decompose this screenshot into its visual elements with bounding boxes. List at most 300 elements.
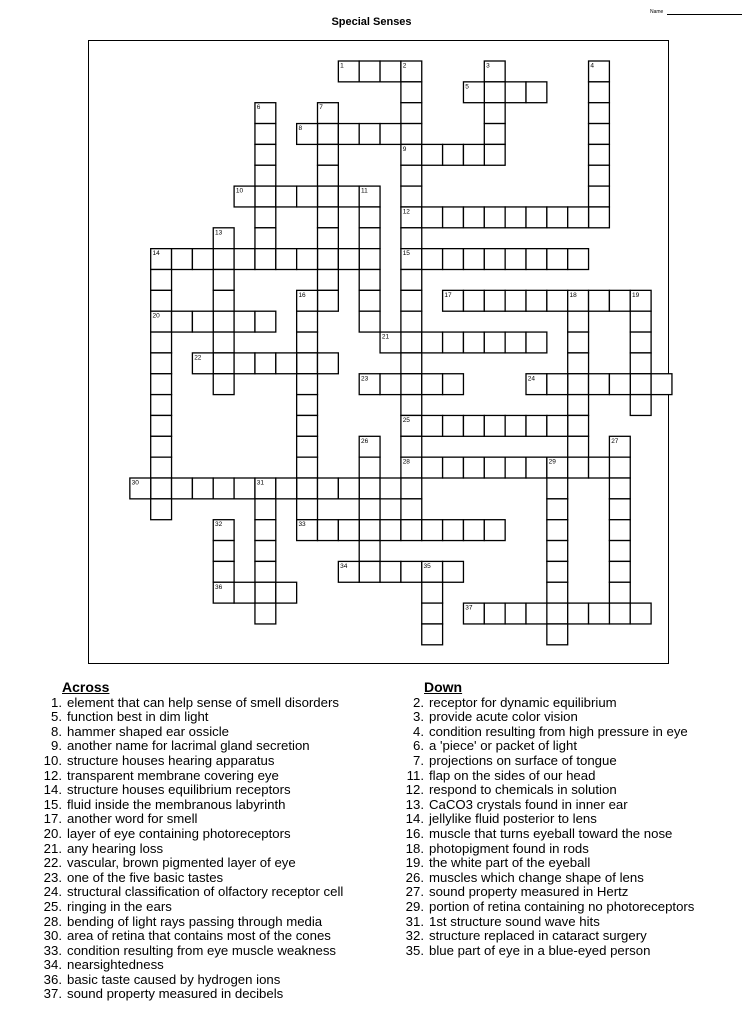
crossword-cell[interactable] [297, 478, 318, 499]
crossword-cell[interactable] [484, 103, 505, 124]
crossword-cell[interactable] [547, 374, 568, 395]
crossword-cell[interactable] [234, 582, 255, 603]
crossword-cell[interactable] [318, 124, 339, 145]
crossword-cell[interactable] [151, 395, 172, 416]
crossword-cell[interactable] [172, 311, 193, 332]
crossword-cell[interactable] [255, 165, 276, 186]
cell-number: 20 [152, 312, 160, 320]
crossword-cell[interactable] [609, 561, 630, 582]
clue-text: any hearing loss [67, 840, 164, 856]
crossword-cell[interactable] [151, 290, 172, 311]
crossword-cell[interactable] [297, 415, 318, 436]
crossword-cell[interactable] [526, 415, 547, 436]
crossword-cell[interactable] [401, 436, 422, 457]
clue-number: 31. [405, 913, 424, 929]
crossword-cell[interactable] [359, 124, 380, 145]
crossword-cell[interactable] [297, 186, 318, 207]
crossword-cell[interactable] [589, 144, 610, 165]
crossword-cell[interactable] [630, 395, 651, 416]
crossword-cell[interactable] [255, 207, 276, 228]
crossword-cell[interactable] [484, 207, 505, 228]
crossword-cell[interactable] [213, 478, 234, 499]
crossword-cell[interactable] [318, 228, 339, 249]
crossword-cell[interactable] [422, 457, 443, 478]
across-clue [31, 769, 376, 784]
crossword-cell[interactable] [484, 249, 505, 270]
crossword-cell[interactable] [463, 332, 484, 353]
crossword-cell[interactable] [568, 207, 589, 228]
clue-number: 12. [43, 767, 62, 783]
crossword-cell[interactable] [401, 270, 422, 291]
clue-number: 37. [43, 986, 62, 1002]
crossword-cell[interactable] [255, 124, 276, 145]
cell-number: 35 [423, 562, 431, 570]
crossword-cell[interactable] [401, 499, 422, 520]
clue-text: bending of light rays passing through media [67, 913, 323, 929]
crossword-cell[interactable] [401, 520, 422, 541]
cell-number: 22 [194, 354, 202, 362]
crossword-cell[interactable] [401, 165, 422, 186]
crossword-cell[interactable] [213, 541, 234, 562]
crossword-cell[interactable] [484, 603, 505, 624]
crossword-cell[interactable] [401, 332, 422, 353]
crossword-cell[interactable] [213, 353, 234, 374]
crossword-cell[interactable] [609, 457, 630, 478]
clue-text: structure houses hearing apparatus [67, 752, 275, 768]
crossword-cell[interactable] [484, 124, 505, 145]
crossword-cell[interactable] [297, 457, 318, 478]
crossword-cell[interactable] [630, 311, 651, 332]
crossword-cell[interactable] [463, 249, 484, 270]
clue-number: 5. [51, 709, 62, 725]
crossword-cell[interactable] [505, 290, 526, 311]
crossword-cell[interactable] [255, 582, 276, 603]
crossword-cell[interactable] [359, 249, 380, 270]
clue-text: muscle that turns eyeball toward the nose [429, 825, 673, 841]
crossword-cell[interactable] [568, 457, 589, 478]
crossword-cell[interactable] [484, 332, 505, 353]
crossword-cell[interactable] [151, 436, 172, 457]
clue-text: sound property measured in decibels [67, 986, 284, 1002]
crossword-cell[interactable] [213, 249, 234, 270]
crossword-cell[interactable] [463, 520, 484, 541]
clue-number: 27. [405, 884, 424, 900]
crossword-cell[interactable] [359, 270, 380, 291]
crossword-cell[interactable] [463, 207, 484, 228]
crossword-cell[interactable] [568, 603, 589, 624]
crossword-cell[interactable] [609, 541, 630, 562]
cell-number: 14 [152, 250, 160, 258]
crossword-cell[interactable] [213, 311, 234, 332]
crossword-cell[interactable] [589, 103, 610, 124]
crossword-cell[interactable] [192, 311, 213, 332]
across-clue [31, 885, 376, 900]
crossword-cell[interactable] [484, 415, 505, 436]
clue-text: hammer shaped ear ossicle [67, 723, 229, 739]
down-list [393, 696, 733, 959]
crossword-cell[interactable] [172, 478, 193, 499]
crossword-cell[interactable] [526, 332, 547, 353]
crossword-cell[interactable] [359, 561, 380, 582]
crossword-cell[interactable] [297, 436, 318, 457]
crossword-cell[interactable] [151, 499, 172, 520]
crossword-cell[interactable] [443, 561, 464, 582]
crossword-cell[interactable] [630, 353, 651, 374]
crossword-cell[interactable] [401, 103, 422, 124]
crossword-cell[interactable] [484, 82, 505, 103]
crossword-cell[interactable] [589, 457, 610, 478]
crossword-cell[interactable] [589, 290, 610, 311]
crossword-cell[interactable] [568, 353, 589, 374]
crossword-cell[interactable] [276, 582, 297, 603]
crossword-cell[interactable] [318, 165, 339, 186]
crossword-cell[interactable] [338, 124, 359, 145]
crossword-cell[interactable] [401, 478, 422, 499]
crossword-cell[interactable] [463, 290, 484, 311]
crossword-cell[interactable] [568, 436, 589, 457]
crossword-cell[interactable] [443, 144, 464, 165]
cell-number: 15 [402, 250, 410, 258]
crossword-cell[interactable] [255, 228, 276, 249]
clue-number: 26. [405, 869, 424, 885]
crossword-cell[interactable] [547, 541, 568, 562]
crossword-cell[interactable] [255, 311, 276, 332]
crossword-cell[interactable] [505, 207, 526, 228]
crossword-cell[interactable] [359, 290, 380, 311]
crossword-cell[interactable] [338, 186, 359, 207]
crossword-cell[interactable] [318, 478, 339, 499]
crossword-cell[interactable] [484, 144, 505, 165]
crossword-cell[interactable] [568, 415, 589, 436]
crossword-cell[interactable] [609, 478, 630, 499]
crossword-cell[interactable] [589, 165, 610, 186]
crossword-cell[interactable] [401, 395, 422, 416]
crossword-cell[interactable] [234, 478, 255, 499]
crossword-cell[interactable] [526, 457, 547, 478]
crossword-cell[interactable] [380, 520, 401, 541]
crossword-cell[interactable] [338, 478, 359, 499]
across-clue [31, 754, 376, 769]
crossword-cell[interactable] [380, 478, 401, 499]
crossword-cell[interactable] [255, 186, 276, 207]
clue-text: condition resulting from high pressure in eye [429, 723, 688, 739]
down-clue [393, 783, 733, 798]
across-clue [31, 827, 376, 842]
crossword-cell[interactable] [297, 353, 318, 374]
crossword-cell[interactable] [401, 290, 422, 311]
crossword-cell[interactable] [568, 374, 589, 395]
crossword-cell[interactable] [359, 207, 380, 228]
clue-text: vascular, brown pigmented layer of eye [67, 855, 296, 871]
crossword-cell[interactable] [609, 520, 630, 541]
crossword-cell[interactable] [568, 332, 589, 353]
crossword-cell[interactable] [401, 311, 422, 332]
crossword-cell[interactable] [589, 374, 610, 395]
cell-number: 4 [590, 62, 594, 70]
crossword-cell[interactable] [443, 415, 464, 436]
down-clue [393, 915, 733, 930]
crossword-cell[interactable] [422, 249, 443, 270]
crossword-cell[interactable] [547, 207, 568, 228]
down-clue [393, 900, 733, 915]
down-clue [393, 754, 733, 769]
crossword-cell[interactable] [505, 332, 526, 353]
crossword-cell[interactable] [463, 457, 484, 478]
crossword-cell[interactable] [401, 124, 422, 145]
crossword-cell[interactable] [589, 82, 610, 103]
crossword-cell[interactable] [589, 186, 610, 207]
crossword-cell[interactable] [151, 374, 172, 395]
clue-text: CaCO3 crystals found in inner ear [429, 796, 628, 812]
crossword-cell[interactable] [213, 332, 234, 353]
clue-text: condition resulting from eye muscle weakness [67, 942, 337, 958]
crossword-cell[interactable] [380, 374, 401, 395]
crossword-cell[interactable] [318, 249, 339, 270]
crossword-cell[interactable] [255, 249, 276, 270]
crossword-cell[interactable] [526, 207, 547, 228]
crossword-cell[interactable] [401, 561, 422, 582]
crossword-cell[interactable] [401, 228, 422, 249]
across-clue [31, 798, 376, 813]
crossword-cell[interactable] [422, 374, 443, 395]
crossword-cell[interactable] [151, 457, 172, 478]
crossword-cell[interactable] [255, 541, 276, 562]
crossword-cell[interactable] [422, 144, 443, 165]
clue-text: layer of eye containing photoreceptors [67, 825, 291, 841]
crossword-cell[interactable] [359, 61, 380, 82]
cell-number: 32 [215, 521, 223, 529]
crossword-cell[interactable] [609, 499, 630, 520]
down-clue [393, 769, 733, 784]
crossword-cell[interactable] [213, 561, 234, 582]
crossword-cell[interactable] [359, 499, 380, 520]
crossword-cell[interactable] [568, 249, 589, 270]
crossword-cell[interactable] [255, 520, 276, 541]
cell-number: 34 [340, 562, 348, 570]
crossword-cell[interactable] [463, 415, 484, 436]
crossword-cell[interactable] [359, 478, 380, 499]
crossword-cell[interactable] [547, 478, 568, 499]
crossword-cell[interactable] [234, 249, 255, 270]
crossword-cell[interactable] [255, 353, 276, 374]
clue-number: 6. [413, 738, 424, 754]
crossword-cell[interactable] [151, 415, 172, 436]
cell-number: 8 [298, 125, 303, 133]
clue-number: 9. [51, 738, 62, 754]
crossword-cell[interactable] [422, 603, 443, 624]
crossword-cell[interactable] [318, 144, 339, 165]
crossword-cell[interactable] [359, 457, 380, 478]
crossword-cell[interactable] [255, 561, 276, 582]
crossword-cell[interactable] [526, 82, 547, 103]
clue-text: transparent membrane covering eye [67, 767, 279, 783]
crossword-cell[interactable] [297, 374, 318, 395]
crossword-cell[interactable] [297, 249, 318, 270]
clue-number: 13. [405, 796, 424, 812]
crossword-cell[interactable] [443, 457, 464, 478]
clue-text: the white part of the eyeball [429, 855, 591, 871]
crossword-cell[interactable] [443, 332, 464, 353]
cell-number: 36 [215, 583, 223, 591]
crossword-cell[interactable] [547, 582, 568, 603]
crossword-cell[interactable] [422, 582, 443, 603]
crossword-cell[interactable] [338, 520, 359, 541]
crossword-cell[interactable] [484, 520, 505, 541]
crossword-cell[interactable] [589, 207, 610, 228]
crossword-cell[interactable] [192, 249, 213, 270]
clue-number: 21. [43, 840, 62, 856]
down-clue [393, 842, 733, 857]
crossword-cell[interactable] [568, 311, 589, 332]
clue-number: 25. [43, 898, 62, 914]
across-clue [31, 842, 376, 857]
crossword-cell[interactable] [318, 270, 339, 291]
crossword-cell[interactable] [318, 520, 339, 541]
crossword-cell[interactable] [443, 520, 464, 541]
crossword-cell[interactable] [234, 353, 255, 374]
crossword-cell[interactable] [609, 603, 630, 624]
crossword-cell[interactable] [297, 311, 318, 332]
crossword-cell[interactable] [630, 332, 651, 353]
crossword-cell[interactable] [547, 290, 568, 311]
crossword-cell[interactable] [213, 290, 234, 311]
down-clue [393, 739, 733, 754]
crossword-cell[interactable] [609, 290, 630, 311]
crossword-cell[interactable] [234, 311, 255, 332]
crossword-cell[interactable] [505, 457, 526, 478]
crossword-cell[interactable] [589, 124, 610, 145]
cell-number: 21 [381, 333, 390, 341]
crossword-cell[interactable] [380, 124, 401, 145]
crossword-cell[interactable] [380, 561, 401, 582]
crossword-cell[interactable] [547, 499, 568, 520]
crossword-cell[interactable] [380, 61, 401, 82]
crossword-cell[interactable] [276, 186, 297, 207]
clue-text: function best in dim light [67, 709, 209, 725]
crossword-cell[interactable] [422, 332, 443, 353]
clue-text: another word for smell [67, 811, 198, 827]
crossword-cell[interactable] [151, 478, 172, 499]
across-clue [31, 856, 376, 871]
crossword-cell[interactable] [547, 624, 568, 645]
crossword-cell[interactable] [151, 332, 172, 353]
crossword-cell[interactable] [192, 478, 213, 499]
crossword-cell[interactable] [276, 249, 297, 270]
crossword-cell[interactable] [359, 520, 380, 541]
crossword-cell[interactable] [318, 290, 339, 311]
cell-number: 2 [402, 62, 407, 70]
crossword-cell[interactable] [547, 603, 568, 624]
crossword-cell[interactable] [630, 603, 651, 624]
crossword-cell[interactable] [589, 603, 610, 624]
across-clue [31, 973, 376, 988]
across-clue [31, 915, 376, 930]
crossword-cell[interactable] [213, 374, 234, 395]
cell-number: 12 [402, 208, 410, 216]
clue-text: respond to chemicals in solution [429, 782, 617, 798]
crossword-cell[interactable] [484, 290, 505, 311]
clue-number: 18. [405, 840, 424, 856]
crossword-cell[interactable] [568, 395, 589, 416]
crossword-cell[interactable] [318, 353, 339, 374]
crossword-cell[interactable] [505, 415, 526, 436]
crossword-cell[interactable] [401, 353, 422, 374]
crossword-cell[interactable] [151, 353, 172, 374]
crossword-cell[interactable] [609, 582, 630, 603]
crossword-cell[interactable] [422, 415, 443, 436]
crossword-cell[interactable] [505, 603, 526, 624]
crossword-cell[interactable] [526, 290, 547, 311]
clue-number: 15. [43, 796, 62, 812]
crossword-cell[interactable] [401, 374, 422, 395]
crossword-cell[interactable] [401, 186, 422, 207]
crossword-cell[interactable] [297, 499, 318, 520]
crossword-cell[interactable] [151, 270, 172, 291]
crossword-cell[interactable] [547, 249, 568, 270]
crossword-cell[interactable] [255, 499, 276, 520]
crossword-cell[interactable] [276, 478, 297, 499]
crossword-cell[interactable] [422, 520, 443, 541]
down-clues [393, 680, 733, 958]
clue-number: 11. [406, 767, 424, 783]
down-clue [393, 710, 733, 725]
crossword-cell[interactable] [255, 144, 276, 165]
crossword-cell[interactable] [318, 207, 339, 228]
crossword-cell[interactable] [443, 207, 464, 228]
crossword-cell[interactable] [213, 270, 234, 291]
crossword-cell[interactable] [297, 332, 318, 353]
crossword-cell[interactable] [609, 374, 630, 395]
crossword-cell[interactable] [401, 82, 422, 103]
crossword-cell[interactable] [547, 520, 568, 541]
crossword-cell[interactable] [526, 603, 547, 624]
clue-text: fluid inside the membranous labyrinth [67, 796, 286, 812]
crossword-cell[interactable] [630, 374, 651, 395]
crossword-cell[interactable] [359, 228, 380, 249]
crossword-cell[interactable] [526, 249, 547, 270]
cell-number: 27 [611, 437, 619, 445]
crossword-cell[interactable] [422, 207, 443, 228]
cell-number: 13 [215, 229, 223, 237]
crossword-cell[interactable] [422, 624, 443, 645]
crossword-cell[interactable] [443, 374, 464, 395]
clue-number: 30. [43, 928, 62, 944]
crossword-cell[interactable] [359, 311, 380, 332]
across-clue [31, 929, 376, 944]
crossword-cell[interactable] [276, 353, 297, 374]
crossword-cell[interactable] [505, 82, 526, 103]
crossword-cell[interactable] [547, 561, 568, 582]
crossword-cell[interactable] [463, 144, 484, 165]
crossword-cell[interactable] [651, 374, 672, 395]
crossword-cell[interactable] [255, 603, 276, 624]
crossword-cell[interactable] [484, 457, 505, 478]
crossword-cell[interactable] [547, 415, 568, 436]
clue-number: 24. [43, 884, 62, 900]
crossword-cell[interactable] [318, 186, 339, 207]
clue-number: 16. [405, 825, 424, 841]
clue-text: projections on surface of tongue [429, 752, 617, 768]
across-clue [31, 987, 376, 1002]
crossword-cell[interactable] [443, 249, 464, 270]
clue-text: provide acute color vision [429, 709, 578, 725]
crossword-cell[interactable] [505, 249, 526, 270]
crossword-cell[interactable] [297, 395, 318, 416]
crossword-cell[interactable] [359, 541, 380, 562]
across-clue [31, 944, 376, 959]
crossword-cell[interactable] [172, 249, 193, 270]
crossword-cell[interactable] [338, 249, 359, 270]
